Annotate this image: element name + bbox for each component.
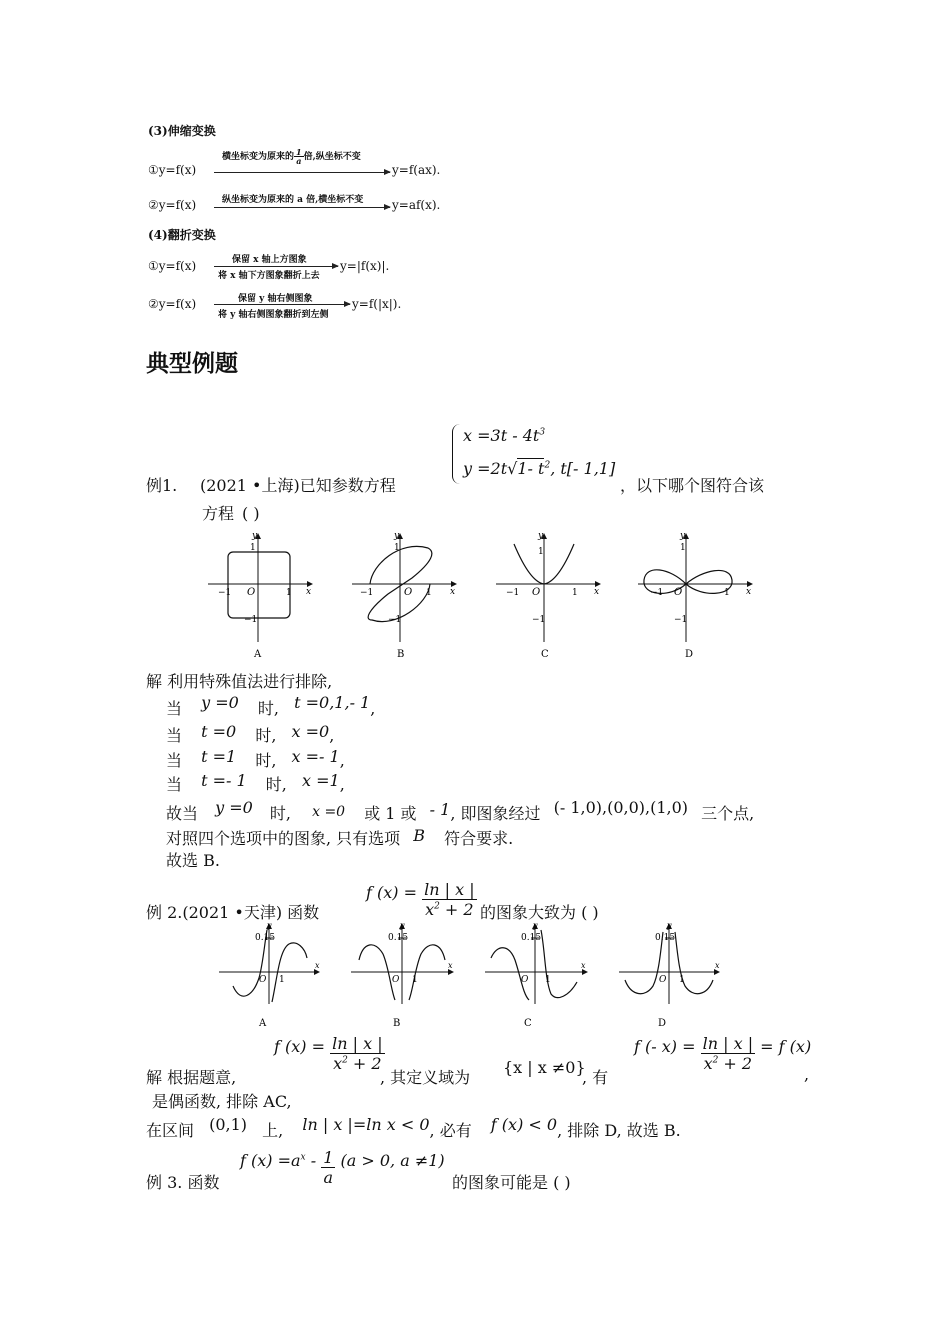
- example-2-label: 例 2.(2021 •天津) 函数: [146, 903, 320, 922]
- flip-rule-1-condition-bottom: 将 x 轴下方图象翻折上去: [218, 271, 320, 281]
- svg-text:x: x: [581, 961, 586, 970]
- example-1-options-figure: [200, 530, 810, 665]
- flip-rule-1-lhs: ①y=f(x): [148, 259, 197, 273]
- svg-text:0.15: 0.15: [655, 933, 676, 943]
- svg-text:y: y: [667, 921, 672, 930]
- ex2-option-a-graph: [219, 921, 320, 1029]
- example-1-source: (2021 •上海)已知参数方程: [200, 476, 396, 495]
- svg-text:−1: −1: [532, 615, 546, 625]
- svg-text:O: O: [247, 587, 256, 598]
- solution-conclusion: 故当 y =0 时, x =0 或 1 或 - 1, 即图象经过 (- 1,0),(0,0),(1,0) 三个点,: [166, 798, 755, 823]
- svg-text:1: 1: [679, 975, 685, 985]
- example-1-question-cont: 方程 ( ): [202, 504, 260, 523]
- svg-text:1: 1: [680, 543, 686, 553]
- stretch-rule-1-rhs: y=f(ax).: [392, 163, 441, 177]
- flip-rule-1-condition-top: 保留 x 轴上方图象: [232, 255, 307, 265]
- option-a-graph: [208, 531, 312, 660]
- svg-text:0.15: 0.15: [388, 933, 409, 943]
- svg-text:1: 1: [250, 543, 256, 553]
- svg-text:x: x: [715, 961, 720, 970]
- solution-line-2: 当 t =0 时, x =0,: [166, 722, 335, 745]
- example-2-solution-a: 解 根据题意,: [146, 1068, 237, 1087]
- example-2-question: 的图象大致为 ( ): [480, 903, 599, 922]
- section-title: 典型例题: [146, 351, 238, 377]
- example-3-function: f $(x) =a^x$ - $\frac{1}{a}$ (a > 0, a ≠1): [240, 1148, 445, 1187]
- example-2-solution-line3: 在区间 (0,1) 上, ln | x |=ln x < 0, 必有 f (x) < 0, 排除 D, 故选 B.: [146, 1115, 681, 1140]
- stretch-rule-1-lhs: ①y=f(x): [148, 163, 197, 177]
- flip-rule-1-rhs: y=|f(x)|.: [340, 259, 390, 273]
- svg-text:y: y: [533, 921, 538, 930]
- example-3-label: 例 3. 函数: [146, 1173, 220, 1192]
- example-1-label: 例1.: [146, 476, 178, 495]
- example-1-question: ，以下哪个图符合该: [620, 476, 765, 495]
- svg-text:O: O: [532, 587, 541, 598]
- stretch-rule-1-condition: 横坐标变为原来的 $\frac{1}{a}$ 倍,纵坐标不变: [222, 147, 361, 166]
- svg-text:x: x: [315, 961, 320, 970]
- svg-text:1: 1: [426, 588, 432, 598]
- param-eq-y: y =2t√1- $t^2$, t[- 1,1]: [463, 459, 616, 478]
- solution-domain: {x | x ≠0}: [503, 1058, 586, 1077]
- stretch-rule-2-lhs: ②y=f(x): [148, 198, 197, 212]
- svg-text:y: y: [267, 921, 272, 930]
- svg-text:O: O: [259, 975, 267, 985]
- ex2-option-c-graph: [485, 921, 587, 1029]
- svg-text:−1: −1: [244, 615, 258, 625]
- ex2-option-a-label: A: [259, 1018, 267, 1029]
- svg-text:−1: −1: [360, 588, 374, 598]
- solution-conclusion-2: 对照四个选项中的图象, 只有选项 B 符合要求.: [166, 826, 514, 848]
- svg-text:1: 1: [412, 975, 418, 985]
- svg-text:y: y: [680, 531, 686, 541]
- flip-heading: (4)翻折变换: [148, 228, 216, 242]
- option-b-label: B: [397, 649, 405, 660]
- flip-rule-2-arrow: [214, 304, 350, 305]
- svg-text:O: O: [392, 975, 400, 985]
- svg-text:y: y: [400, 921, 405, 930]
- example-2-solution-b: , 其定义域为: [380, 1068, 471, 1087]
- svg-text:O: O: [521, 975, 529, 985]
- svg-text:0.15: 0.15: [521, 933, 542, 943]
- svg-text:−1: −1: [218, 588, 232, 598]
- svg-text:1: 1: [538, 547, 544, 557]
- option-b-graph: [352, 531, 456, 660]
- ex2-option-d-label: D: [658, 1018, 667, 1029]
- flip-rule-2-lhs: ②y=f(x): [148, 297, 197, 311]
- solution-line-4: 当 t =- 1 时, x =1,: [166, 771, 345, 794]
- stretch-rule-2-arrow: [214, 207, 390, 208]
- svg-text:x: x: [594, 587, 600, 597]
- example-2-solution-c: , 有: [582, 1068, 609, 1087]
- example-2-options-figure: [215, 920, 725, 1032]
- flip-rule-2-condition-bottom: 将 y 轴右侧图象翻折到左侧: [218, 310, 329, 320]
- option-a-label: A: [254, 649, 262, 660]
- flip-rule-1-arrow: [214, 266, 338, 267]
- svg-text:1: 1: [279, 975, 285, 985]
- option-d-label: D: [685, 649, 694, 660]
- example-2-solution-line2: 是偶函数, 排除 AC,: [152, 1092, 292, 1111]
- option-c-graph: [496, 531, 600, 660]
- solution-line-1: 当 y =0 时, t =0,1,- 1,: [166, 693, 376, 718]
- stretch-rule-1-arrow: [214, 172, 390, 173]
- svg-text:−1: −1: [388, 615, 402, 625]
- flip-rule-2-rhs: y=f(|x|).: [352, 297, 402, 311]
- svg-text:0.15: 0.15: [255, 933, 276, 943]
- svg-text:y: y: [252, 531, 258, 541]
- svg-text:1: 1: [394, 543, 400, 553]
- svg-text:x: x: [448, 961, 453, 970]
- svg-text:1: 1: [572, 588, 578, 598]
- example-2-function: f (x) = $\frac{\ln | x |}{x^2 + 2}$: [366, 880, 475, 919]
- flip-rule-2-condition-top: 保留 y 轴右侧图象: [238, 294, 313, 304]
- solution-function: f (x) = $\frac{\ln | x |}{x^2 + 2}$: [274, 1034, 383, 1073]
- stretch-heading: (3)伸缩变换: [148, 124, 216, 138]
- svg-text:O: O: [659, 975, 667, 985]
- svg-text:1: 1: [286, 588, 292, 598]
- svg-text:−1: −1: [650, 588, 664, 598]
- option-d-graph: [638, 531, 752, 660]
- solution-even-check: f (- x) = $\frac{\ln | x |}{x^2 + 2}$ = f (x): [634, 1034, 812, 1073]
- stretch-rule-2-rhs: y=af(x).: [392, 198, 441, 212]
- option-c-label: C: [541, 649, 549, 660]
- example-2-solution-d: ,: [804, 1065, 810, 1084]
- svg-text:y: y: [394, 531, 400, 541]
- ex2-option-b-graph: [351, 921, 453, 1029]
- svg-text:−1: −1: [674, 615, 688, 625]
- svg-text:O: O: [404, 587, 413, 598]
- svg-text:x: x: [746, 587, 752, 597]
- svg-text:1: 1: [724, 588, 730, 598]
- svg-text:1: 1: [545, 975, 551, 985]
- svg-text:x: x: [306, 587, 312, 597]
- ex2-option-d-graph: [619, 921, 720, 1029]
- ex2-option-c-label: C: [524, 1018, 532, 1029]
- param-eq-x: $x =3t - 4t^3$: [463, 426, 546, 445]
- svg-text:x: x: [450, 587, 456, 597]
- svg-text:−1: −1: [506, 588, 520, 598]
- stretch-rule-2-condition: 纵坐标变为原来的 a 倍,横坐标不变: [222, 195, 364, 205]
- svg-text:O: O: [674, 587, 683, 598]
- example-1-solution-intro: 解 利用特殊值法进行排除,: [146, 672, 333, 691]
- parametric-brace: [452, 424, 461, 484]
- solution-final: 故选 B.: [166, 851, 220, 870]
- solution-line-3: 当 t =1 时, x =- 1,: [166, 747, 345, 770]
- example-3-question: 的图象可能是 ( ): [452, 1173, 571, 1192]
- svg-text:y: y: [538, 531, 544, 541]
- ex2-option-b-label: B: [393, 1018, 401, 1029]
